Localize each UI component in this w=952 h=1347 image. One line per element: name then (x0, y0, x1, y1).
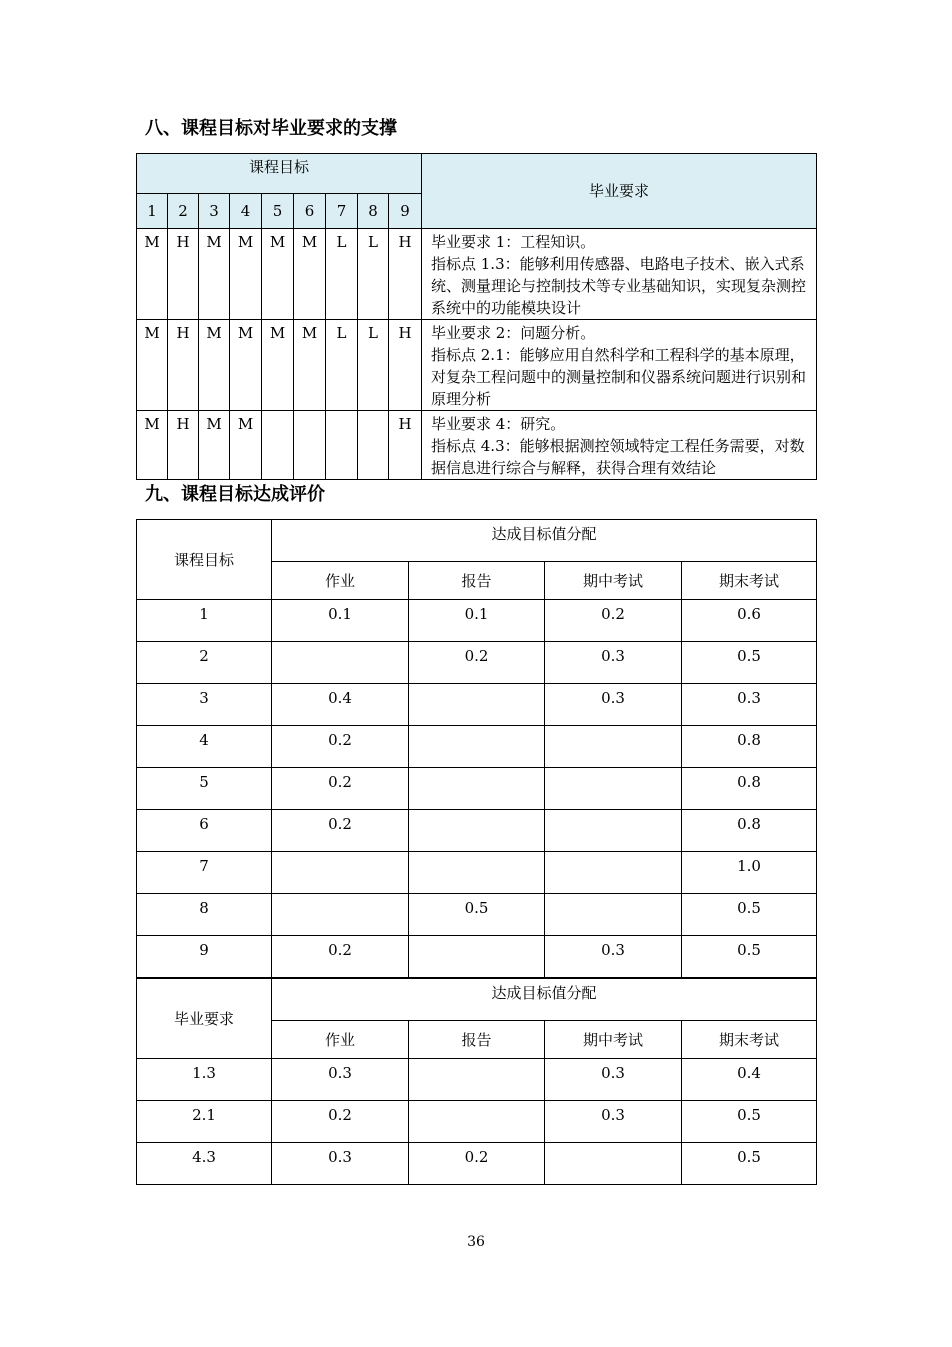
support-level-cell: M (137, 229, 168, 320)
value-cell: 0.3 (545, 936, 682, 978)
row-label-cell: 7 (137, 852, 272, 894)
requirement-text: 毕业要求 2：问题分析。 (431, 324, 596, 342)
value-cell: 0.3 (545, 1059, 682, 1101)
goal-number: 7 (326, 194, 358, 229)
row-label-cell: 2 (137, 642, 272, 684)
value-cell: 0.2 (409, 642, 545, 684)
section-8-title: 八、课程目标对毕业要求的支撑 (145, 118, 397, 139)
support-level-cell: L (358, 320, 389, 411)
table-row (137, 1101, 817, 1143)
support-matrix-table (136, 153, 817, 480)
value-cell (545, 852, 682, 894)
table-row (137, 684, 817, 726)
value-cell: 0.3 (682, 684, 817, 726)
support-level-cell (262, 411, 294, 480)
value-cell: 1.0 (682, 852, 817, 894)
support-level-cell (294, 411, 326, 480)
row-header: 毕业要求 (137, 979, 272, 1059)
support-level-cell: M (137, 320, 168, 411)
table-row (137, 320, 817, 411)
row-label-cell: 2.1 (137, 1101, 272, 1143)
support-level-cell: H (168, 411, 199, 480)
goal-number: 4 (230, 194, 262, 229)
table-row (137, 936, 817, 978)
value-cell (409, 684, 545, 726)
goal-number: 2 (168, 194, 199, 229)
value-cell (409, 810, 545, 852)
value-cell (409, 1101, 545, 1143)
value-cell (545, 726, 682, 768)
requirement-cell (422, 320, 817, 411)
support-level-cell: M (294, 320, 326, 411)
value-cell: 0.6 (682, 600, 817, 642)
table-row (137, 1143, 817, 1185)
goal-number: 3 (199, 194, 230, 229)
value-cell: 0.5 (682, 936, 817, 978)
requirement-text: 毕业要求 1：工程知识。 (431, 233, 596, 251)
value-cell: 0.2 (545, 600, 682, 642)
value-cell: 0.5 (682, 642, 817, 684)
value-cell (272, 852, 409, 894)
requirement-text: 指标点 1.3：能够利用传感器、电路电子技术、嵌入式系统、测量理论与控制技术等专业基础知识，实现复杂测控系统中的功能模块设计 (431, 255, 807, 317)
support-level-cell: M (199, 320, 230, 411)
value-cell (545, 768, 682, 810)
requirement-header: 毕业要求 (422, 154, 817, 229)
value-cell (545, 1143, 682, 1185)
table-row (137, 894, 817, 936)
goals-header: 课程目标 (137, 154, 422, 194)
requirement-text: 指标点 4.3：能够根据测控领域特定工程任务需要，对数据信息进行综合与解释，获得合理有效结论 (431, 437, 805, 477)
requirement-text: 毕业要求 4：研究。 (431, 415, 566, 433)
table-row (137, 768, 817, 810)
support-level-cell: M (199, 411, 230, 480)
row-label-cell: 5 (137, 768, 272, 810)
goal-number: 8 (358, 194, 389, 229)
value-cell: 0.2 (272, 1101, 409, 1143)
value-cell: 0.2 (272, 936, 409, 978)
row-label-cell: 1.3 (137, 1059, 272, 1101)
value-cell: 0.3 (545, 642, 682, 684)
support-level-cell (358, 411, 389, 480)
value-cell (272, 642, 409, 684)
value-cell (409, 936, 545, 978)
support-level-cell: M (137, 411, 168, 480)
requirement-cell (422, 229, 817, 320)
value-cell: 0.8 (682, 726, 817, 768)
goal-number: 1 (137, 194, 168, 229)
column-header: 期中考试 (545, 1021, 682, 1059)
column-header: 期末考试 (682, 562, 817, 600)
value-cell: 0.4 (682, 1059, 817, 1101)
table-row (137, 852, 817, 894)
table-row (137, 726, 817, 768)
support-level-cell: M (294, 229, 326, 320)
support-level-cell (326, 411, 358, 480)
value-cell: 0.5 (682, 894, 817, 936)
group-header: 达成目标值分配 (272, 520, 817, 562)
goal-number: 9 (389, 194, 422, 229)
goal-number: 5 (262, 194, 294, 229)
table-row (137, 810, 817, 852)
column-header: 期中考试 (545, 562, 682, 600)
value-cell: 0.1 (272, 600, 409, 642)
row-header: 课程目标 (137, 520, 272, 600)
column-header: 期末考试 (682, 1021, 817, 1059)
table-row (137, 229, 817, 320)
value-cell (409, 726, 545, 768)
column-header: 作业 (272, 562, 409, 600)
value-cell (409, 1059, 545, 1101)
support-level-cell: H (168, 229, 199, 320)
value-cell: 0.8 (682, 810, 817, 852)
support-level-cell: L (326, 229, 358, 320)
value-cell: 0.3 (545, 684, 682, 726)
row-label-cell: 1 (137, 600, 272, 642)
goal-distribution-table (136, 519, 817, 978)
support-level-cell: M (230, 320, 262, 411)
support-level-cell: H (389, 320, 422, 411)
support-level-cell: H (389, 229, 422, 320)
support-level-cell: M (230, 229, 262, 320)
row-label-cell: 9 (137, 936, 272, 978)
value-cell: 0.5 (682, 1101, 817, 1143)
row-label-cell: 6 (137, 810, 272, 852)
row-label-cell: 4.3 (137, 1143, 272, 1185)
goal-number: 6 (294, 194, 326, 229)
value-cell: 0.3 (545, 1101, 682, 1143)
value-cell: 0.5 (682, 1143, 817, 1185)
column-header: 报告 (409, 1021, 545, 1059)
value-cell (409, 768, 545, 810)
row-label-cell: 3 (137, 684, 272, 726)
requirement-cell (422, 411, 817, 480)
value-cell: 0.5 (409, 894, 545, 936)
support-level-cell: M (262, 229, 294, 320)
value-cell: 0.4 (272, 684, 409, 726)
value-cell (272, 894, 409, 936)
table-row (137, 642, 817, 684)
table-row (137, 411, 817, 480)
page-number: 36 (467, 1234, 485, 1250)
row-label-cell: 4 (137, 726, 272, 768)
column-header: 报告 (409, 562, 545, 600)
value-cell: 0.2 (272, 726, 409, 768)
table-row (137, 1059, 817, 1101)
value-cell: 0.2 (272, 768, 409, 810)
support-level-cell: L (358, 229, 389, 320)
support-level-cell: M (199, 229, 230, 320)
support-level-cell: M (262, 320, 294, 411)
column-header: 作业 (272, 1021, 409, 1059)
value-cell: 0.2 (272, 810, 409, 852)
support-level-cell: H (389, 411, 422, 480)
requirement-text: 指标点 2.1：能够应用自然科学和工程科学的基本原理，对复杂工程问题中的测量控制和仪器系统问题进行识别和原理分析 (431, 346, 807, 408)
section-9-title: 九、课程目标达成评价 (145, 484, 325, 505)
support-level-cell: L (326, 320, 358, 411)
requirement-distribution-table (136, 978, 817, 1185)
value-cell (545, 894, 682, 936)
row-label-cell: 8 (137, 894, 272, 936)
value-cell: 0.3 (272, 1143, 409, 1185)
value-cell (409, 852, 545, 894)
table-row (137, 600, 817, 642)
group-header: 达成目标值分配 (272, 979, 817, 1021)
value-cell: 0.8 (682, 768, 817, 810)
value-cell (545, 810, 682, 852)
support-level-cell: H (168, 320, 199, 411)
value-cell: 0.1 (409, 600, 545, 642)
value-cell: 0.2 (409, 1143, 545, 1185)
value-cell: 0.3 (272, 1059, 409, 1101)
support-level-cell: M (230, 411, 262, 480)
